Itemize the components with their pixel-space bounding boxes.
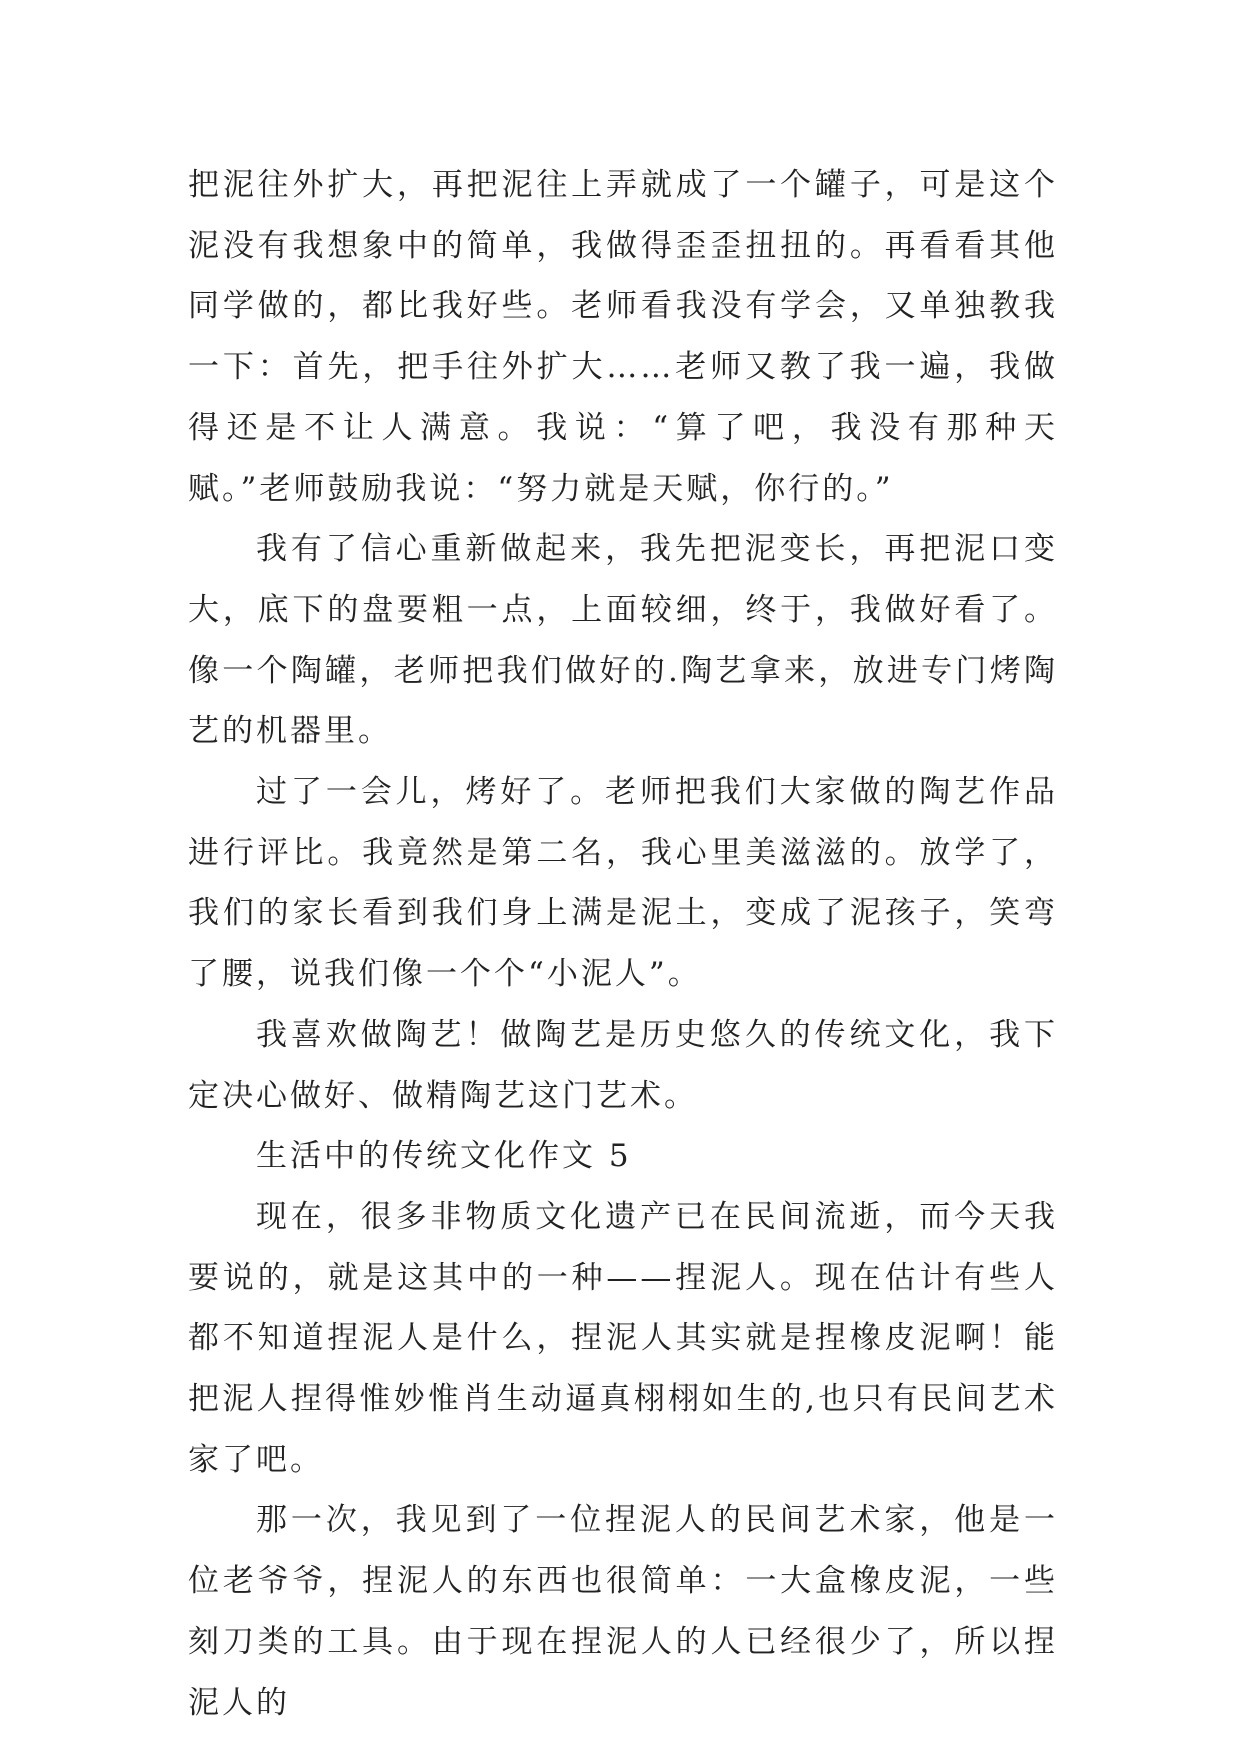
paragraph-3: 过了一会儿，烤好了。老师把我们大家做的陶艺作品进行评比。我竟然是第二名，我心里美滋滋的。放学了，我们的家长看到我们身上满是泥土，变成了泥孩子，笑弯了腰，说我们像一个个“小泥人”。: [188, 774, 1058, 993]
section-heading: 生活中的传统文化作文 5: [256, 1138, 632, 1175]
paragraph-5: 现在，很多非物质文化遗产已在民间流逝，而今天我要说的，就是这其中的一种——捏泥人。现在估计有些人都不知道捏泥人是什么，捏泥人其实就是捏橡皮泥啊！能把泥人捏得惟妙惟肖生动逼真栩栩如生的,也只有民间艺术家了吧。: [188, 1198, 1058, 1478]
paragraph-6: 那一次，我见到了一位捏泥人的民间艺术家，他是一位老爷爷，捏泥人的东西也很简单：一大盒橡皮泥，一些刻刀类的工具。由于现在捏泥人的人已经很少了，所以捏泥人的: [188, 1502, 1058, 1721]
paragraph-2: 我有了信心重新做起来，我先把泥变长，再把泥口变大，底下的盘要粗一点，上面较细，终于，我做好看了。像一个陶罐，老师把我们做好的.陶艺拿来，放进专门烤陶艺的机器里。: [188, 531, 1058, 750]
paragraph-4: 我喜欢做陶艺！做陶艺是历史悠久的传统文化，我下定决心做好、做精陶艺这门艺术。: [188, 1016, 1058, 1114]
document-body: [188, 155, 1058, 1733]
paragraph-1: 把泥往外扩大，再把泥往上弄就成了一个罐子，可是这个泥没有我想象中的简单，我做得歪歪扭扭的。再看看其他同学做的，都比我好些。老师看我没有学会，又单独教我一下：首先，把手往外扩大……老师又教了我一遍，我做得还是不让人满意。我说：“算了吧，我没有那种天赋。”老师鼓励我说：“努力就是天赋，你行的。”: [188, 167, 1058, 507]
